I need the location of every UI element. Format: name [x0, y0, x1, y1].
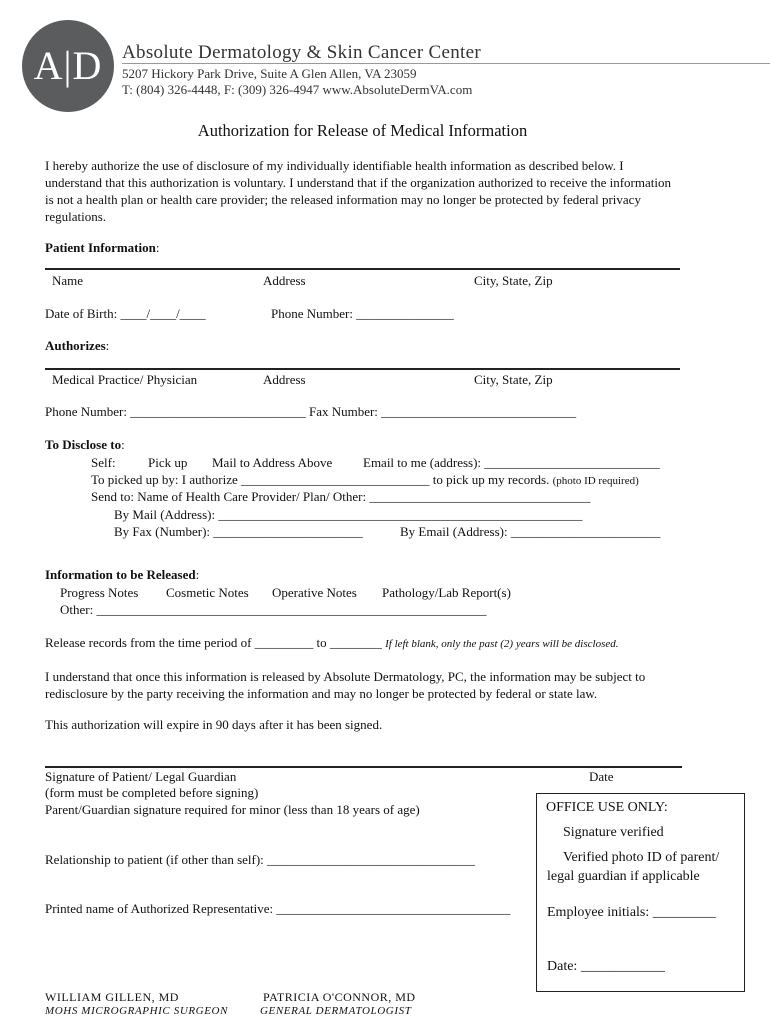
picked-up-by-field[interactable]: To picked up by: I authorize _____________________________ to pick up my records. (photo ID required) [91, 472, 639, 487]
expiration-text: This authorization will expire in 90 days after it has been signed. [45, 717, 383, 732]
patient-rule [45, 268, 680, 270]
disclose-mail-option[interactable]: Mail to Address Above [212, 455, 333, 470]
doctor1-title: MOHS MICROGRAPHIC SURGEON [45, 1005, 229, 1017]
photo-id-verified-option[interactable]: Verified photo ID of parent/ [563, 850, 720, 865]
practice-address-label: Address [263, 372, 306, 387]
office-use-title: OFFICE USE ONLY: [546, 800, 668, 815]
printed-name-field[interactable]: Printed name of Authorized Representative: ____________________________________ [45, 901, 511, 916]
patient-dob-field[interactable]: Date of Birth: ____/____/____ [45, 306, 206, 321]
send-to-field[interactable]: Send to: Name of Health Care Provider/ Plan/ Other: __________________________________ [91, 489, 591, 504]
logo [22, 20, 114, 112]
info-cosmetic-option[interactable]: Cosmetic Notes [166, 585, 249, 600]
practice-phone-fax-field[interactable]: Phone Number: ___________________________ Fax Number: ______________________________ [45, 404, 577, 419]
signature-date-label: Date [589, 769, 614, 784]
patient-name-label: Name [52, 273, 84, 288]
doctor2-title: GENERAL DERMATOLOGIST [260, 1005, 412, 1017]
doctor1-name: WILLIAM GILLEN, MD [45, 990, 179, 1004]
form-title: Authorization for Release of Medical Information [197, 121, 528, 140]
by-fax-field[interactable]: By Fax (Number): _______________________ [114, 524, 363, 539]
doctor2-name: PATRICIA O'CONNOR, MD [263, 990, 416, 1004]
employee-initials-field[interactable]: Employee initials: _________ [547, 905, 716, 920]
signature-line[interactable] [45, 766, 682, 768]
time-period-field[interactable]: Release records from the time period of _________ to ________ If left blank, only the past (2) years will be disclosed. [45, 635, 619, 650]
patient-city-label: City, State, Zip [474, 273, 553, 288]
redisclosure-paragraph: I understand that once this information is released by Absolute Dermatology, PC, the information may be subject to redisclosure by the party receiving the information and may no longer be protected by federal or state law. [45, 669, 646, 701]
photo-id-verified-option-cont: legal guardian if applicable [547, 869, 700, 884]
signature-verified-option[interactable]: Signature verified [563, 825, 664, 840]
org-contact: T: (804) 326-4448, F: (309) 326-4947 www.AbsoluteDermVA.com [122, 82, 473, 97]
time-period-note: If left blank, only the past (2) years will be disclosed. [385, 638, 619, 650]
header-rule [122, 63, 770, 64]
minor-note: Parent/Guardian signature required for minor (less than 18 years of age) [45, 802, 420, 817]
patient-address-label: Address [263, 273, 306, 288]
info-progress-option[interactable]: Progress Notes [60, 585, 139, 600]
logo-text: A|D [33, 43, 103, 88]
authorizes-rule [45, 368, 680, 370]
photo-id-note: (photo ID required) [552, 475, 639, 487]
disclose-self-label: Self: [91, 455, 116, 470]
signature-label: Signature of Patient/ Legal Guardian [45, 769, 237, 784]
info-heading: Information to be Released: [45, 567, 200, 582]
signature-note: (form must be completed before signing) [45, 785, 259, 800]
info-other-field[interactable]: Other: ____________________________________________________________ [60, 602, 487, 617]
org-address: 5207 Hickory Park Drive, Suite A Glen Allen, VA 23059 [122, 66, 417, 81]
disclose-heading: To Disclose to: [45, 437, 125, 452]
authorizes-heading: Authorizes: [45, 338, 110, 353]
patient-phone-field[interactable]: Phone Number: _______________ [271, 306, 454, 321]
practice-label: Medical Practice/ Physician [52, 372, 198, 387]
office-date-field[interactable]: Date: ____________ [547, 959, 665, 974]
disclose-pickup-option[interactable]: Pick up [148, 455, 188, 470]
by-mail-field[interactable]: By Mail (Address): ________________________________________________________ [114, 507, 583, 522]
info-operative-option[interactable]: Operative Notes [272, 585, 357, 600]
by-email-field[interactable]: By Email (Address): _______________________ [400, 524, 661, 539]
relationship-field[interactable]: Relationship to patient (if other than self): ________________________________ [45, 852, 476, 867]
intro-paragraph: I hereby authorize the use of disclosure of my individually identifiable health information as described below. I understand that this authorization is voluntary. I understand that if the organization authorized to receive the information is not a health plan or health care provider; the released information may no longer be protected by federal privacy regulations. [45, 158, 671, 224]
info-pathology-option[interactable]: Pathology/Lab Report(s) [382, 585, 511, 600]
practice-city-label: City, State, Zip [474, 372, 553, 387]
patient-info-heading: Patient Information: [45, 240, 160, 255]
org-name: Absolute Dermatology & Skin Cancer Center [122, 42, 481, 63]
disclose-email-field[interactable]: Email to me (address): ___________________________ [363, 455, 660, 470]
